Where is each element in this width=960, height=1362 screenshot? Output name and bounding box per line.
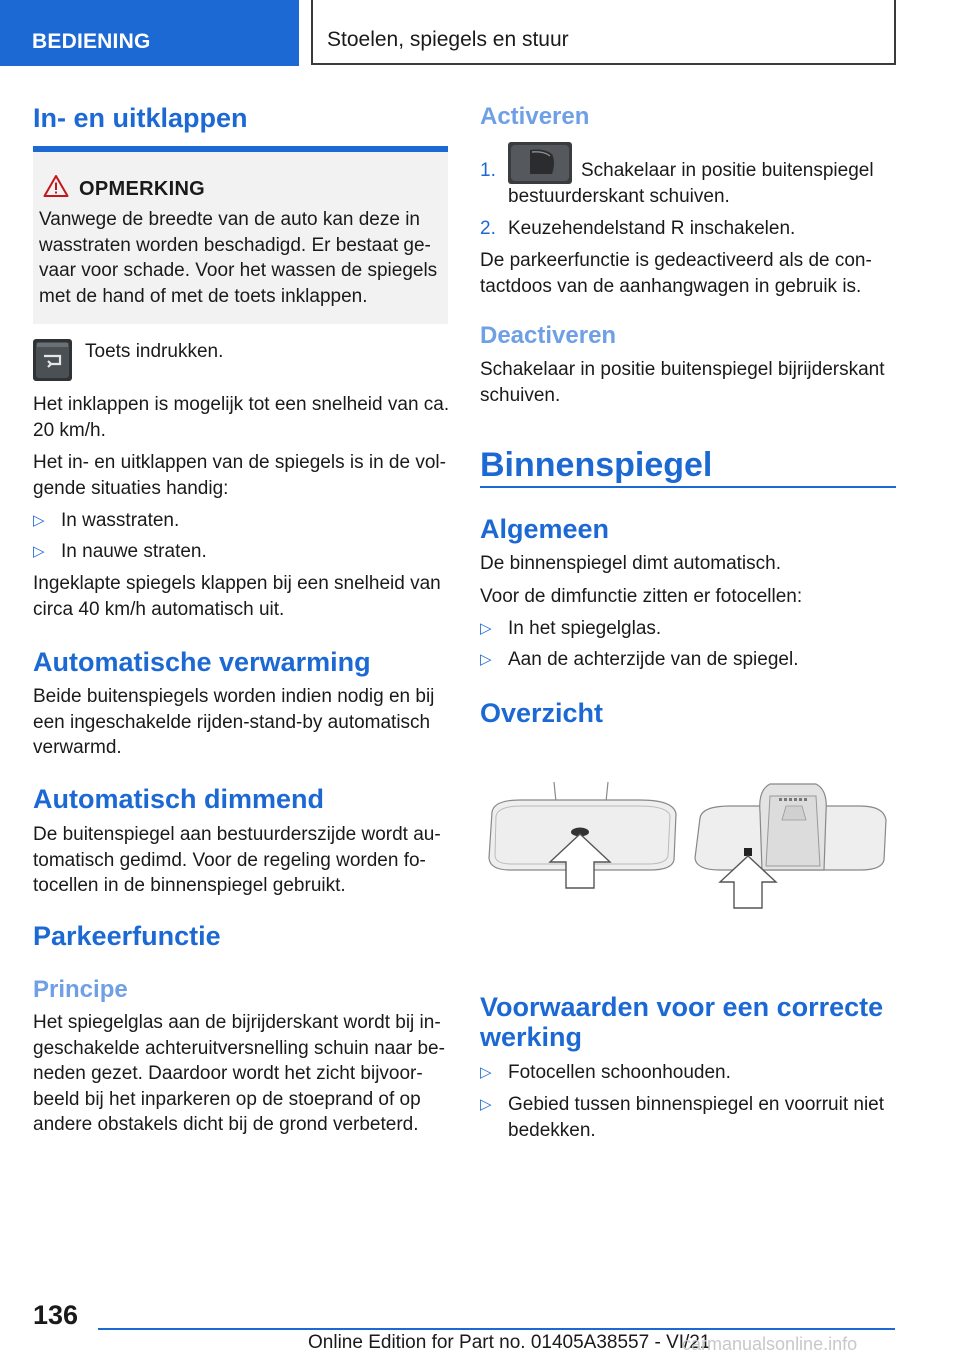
- section-rule: [480, 486, 896, 488]
- chapter-title: Stoelen, spiegels en stuur: [327, 28, 569, 51]
- paragraph: Het inklappen is mogelijk tot een snelheid van ca. 20 km/h.: [33, 394, 450, 441]
- watermark: carmanualsonline.info: [682, 1334, 858, 1354]
- list-item: ▷ In wasstraten.: [33, 508, 443, 534]
- bullet-triangle-icon: ▷: [480, 1064, 492, 1081]
- heading-activate: Activeren: [480, 103, 590, 130]
- heading-fold: In- en uitklappen: [33, 103, 248, 133]
- heading-dimming: Automatisch dimmend: [33, 784, 325, 814]
- heading-conditions: Voorwaarden voor een correcte werking: [480, 992, 884, 1052]
- step-text-line: Schakelaar in positie buitenspiegel: [581, 160, 874, 181]
- mirror-switch-icon: [508, 142, 572, 184]
- step-1: 1. Schakelaar in positie buitenspiegel bestuurderskant schuiven.: [480, 158, 896, 210]
- list-item: ▷ Aan de achterzijde van de spiegel.: [480, 647, 896, 673]
- paragraph: Het spiegelglas aan de bijrijderskant wordt bij in- geschakelde achteruitversnelling schuin naar be- neden gezet. Daardoor wordt het zicht bijvoor- beeld bij het inparkeren op de stoeprand of op andere obstakels dicht bij de grond verbeterd.: [33, 1012, 445, 1135]
- heading-general: Algemeen: [480, 514, 610, 544]
- button-caption: Toets indrukken.: [85, 341, 224, 362]
- bullet-triangle-icon: ▷: [480, 651, 492, 668]
- paragraph: Voor de dimfunctie zitten er fotocellen:: [480, 586, 803, 607]
- interior-mirror-illustration: [480, 776, 896, 916]
- bullet-triangle-icon: ▷: [33, 543, 45, 560]
- footer-rule: [98, 1328, 895, 1330]
- step-2: 2. Keuzehendelstand R inschakelen.: [480, 218, 796, 239]
- section-tab-label: BEDIENING: [32, 30, 151, 53]
- list-item: ▷ In het spiegelglas.: [480, 616, 896, 642]
- heading-deactivate: Deactiveren: [480, 322, 617, 349]
- paragraph: Ingeklapte spiegels klappen bij een snelheid van circa 40 km/h automatisch uit.: [33, 573, 441, 620]
- heading-parking: Parkeerfunctie: [33, 921, 221, 951]
- paragraph: Schakelaar in positie buitenspiegel bijrijderskant schuiven.: [480, 359, 885, 406]
- warning-text: Vanwege de breedte van de auto kan deze in wasstraten worden beschadigd. Er bestaat ge- vaar voor schade. Voor het wassen de spiegels met de hand of met de toets inklappen.: [39, 209, 438, 307]
- section-tab: [0, 0, 299, 66]
- page-number: 136: [33, 1300, 79, 1330]
- warning-triangle-icon: [43, 174, 69, 198]
- bullet-triangle-icon: ▷: [33, 512, 45, 529]
- bullet-triangle-icon: ▷: [480, 620, 492, 637]
- heading-principle: Principe: [33, 976, 128, 1003]
- mirror-fold-button-icon: [33, 339, 72, 381]
- warning-title: OPMERKING: [79, 178, 206, 200]
- heading-overview: Overzicht: [480, 698, 604, 728]
- bullet-triangle-icon: ▷: [480, 1096, 492, 1113]
- paragraph: De parkeerfunctie is gedeactiveerd als de con- tactdoos van de aanhangwagen in gebruik is.: [480, 250, 872, 297]
- paragraph: Het in- en uitklappen van de spiegels is in de vol- gende situaties handig:: [33, 452, 446, 499]
- chapter-header: [311, 0, 896, 65]
- heading-interior-mirror: Binnenspiegel: [480, 446, 713, 484]
- list-item: ▷ In nauwe straten.: [33, 539, 443, 565]
- paragraph: De buitenspiegel aan bestuurderszijde wordt au- tomatisch gedimd. Voor de regeling worden fo- tocellen in de binnenspiegel gebruikt.: [33, 824, 441, 896]
- heading-heating: Automatische verwarming: [33, 647, 371, 677]
- list-item: ▷ Fotocellen schoonhouden.: [480, 1060, 896, 1086]
- step-text-line: bestuurderskant schuiven.: [508, 186, 730, 207]
- list-item: ▷ Gebied tussen binnenspiegel en voorruit niet bedekken.: [480, 1094, 885, 1141]
- edition-text: Online Edition for Part no. 01405A38557 - VI/21: [308, 1332, 711, 1353]
- warning-box: [33, 146, 448, 324]
- paragraph: Beide buitenspiegels worden indien nodig en bij een ingeschakelde rijden-stand-by automatisch verwarmd.: [33, 686, 435, 758]
- paragraph: De binnenspiegel dimt automatisch.: [480, 553, 782, 574]
